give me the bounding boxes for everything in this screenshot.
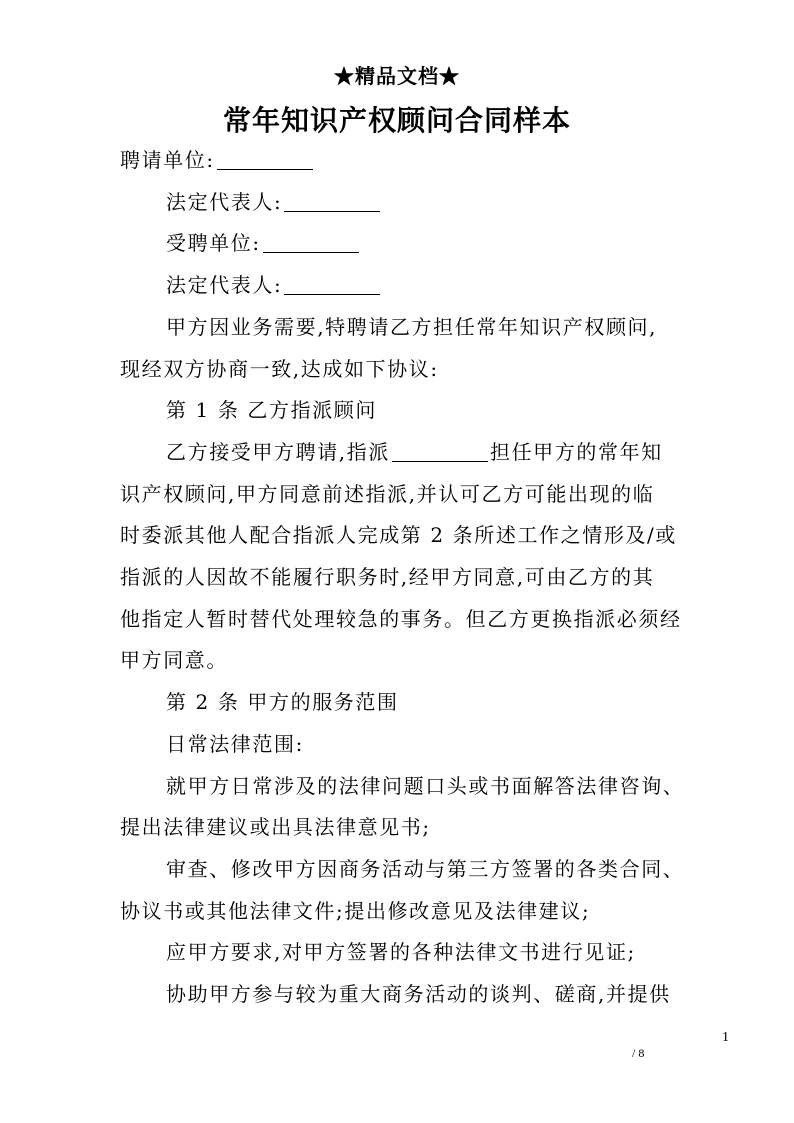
blank-line [284, 191, 380, 212]
paragraph-line: 他指定人暂时替代处理较急的事务。但乙方更换指派必须经 [120, 606, 682, 631]
paragraph-line: 甲方同意。 [120, 648, 228, 673]
paragraph-line: 提出法律建议或出具法律意见书; [120, 815, 431, 840]
paragraph-line: 协议书或其他法律文件;提出修改意见及法律建议; [120, 898, 591, 923]
paragraph-line: 甲方因业务需要,特聘请乙方担任常年知识产权顾问, [166, 314, 658, 339]
employee-label: 受聘单位: [166, 231, 261, 256]
page-number: 1 [722, 1030, 729, 1045]
employer-line [120, 140, 676, 182]
article-heading: 第 2 条 甲方的服务范围 [166, 690, 399, 715]
blank-line [284, 274, 380, 295]
subheading: 日常法律范围: [166, 731, 304, 756]
paragraph-line: 现经双方协商一致,达成如下协议: [120, 356, 439, 381]
employee-line [120, 223, 676, 265]
employee-rep-line [120, 265, 676, 307]
employer-label: 聘请单位: [120, 148, 215, 172]
paragraph-line: 审查、修改甲方因商务活动与第三方签署的各类合同、 [166, 856, 685, 881]
text-span: 担任甲方的常年知 [489, 439, 663, 464]
document-body [120, 140, 685, 1016]
paragraph-line: 就甲方日常涉及的法律问题口头或书面解答法律咨询、 [166, 773, 685, 798]
employer-rep-label: 法定代表人: [166, 189, 283, 214]
paragraph-line: 识产权顾问,甲方同意前述指派,并认可乙方可能出现的临 [120, 481, 655, 506]
header-mark: ★精品文档★ [334, 64, 460, 88]
blank-line [217, 149, 313, 170]
paragraph-line [120, 432, 676, 474]
article-heading: 第 1 条 乙方指派顾问 [166, 398, 377, 423]
text-span: 乙方接受甲方聘请,指派 [166, 439, 390, 464]
employer-rep-line [120, 182, 676, 224]
document-title: 常年知识产权顾问合同样本 [222, 104, 571, 137]
employee-rep-label: 法定代表人: [166, 273, 283, 298]
paragraph-line: 协助甲方参与较为重大商务活动的谈判、磋商,并提供 [166, 982, 671, 1007]
blank-line [392, 441, 488, 462]
page-total: / 8 [632, 1046, 645, 1060]
blank-line [263, 232, 359, 253]
paragraph-line: 应甲方要求,对甲方签署的各种法律文书进行见证; [166, 940, 636, 965]
paragraph-line: 时委派其他人配合指派人完成第 2 条所述工作之情形及/或 [120, 523, 677, 548]
paragraph-line: 指派的人因故不能履行职务时,经甲方同意,可由乙方的其 [120, 565, 655, 590]
